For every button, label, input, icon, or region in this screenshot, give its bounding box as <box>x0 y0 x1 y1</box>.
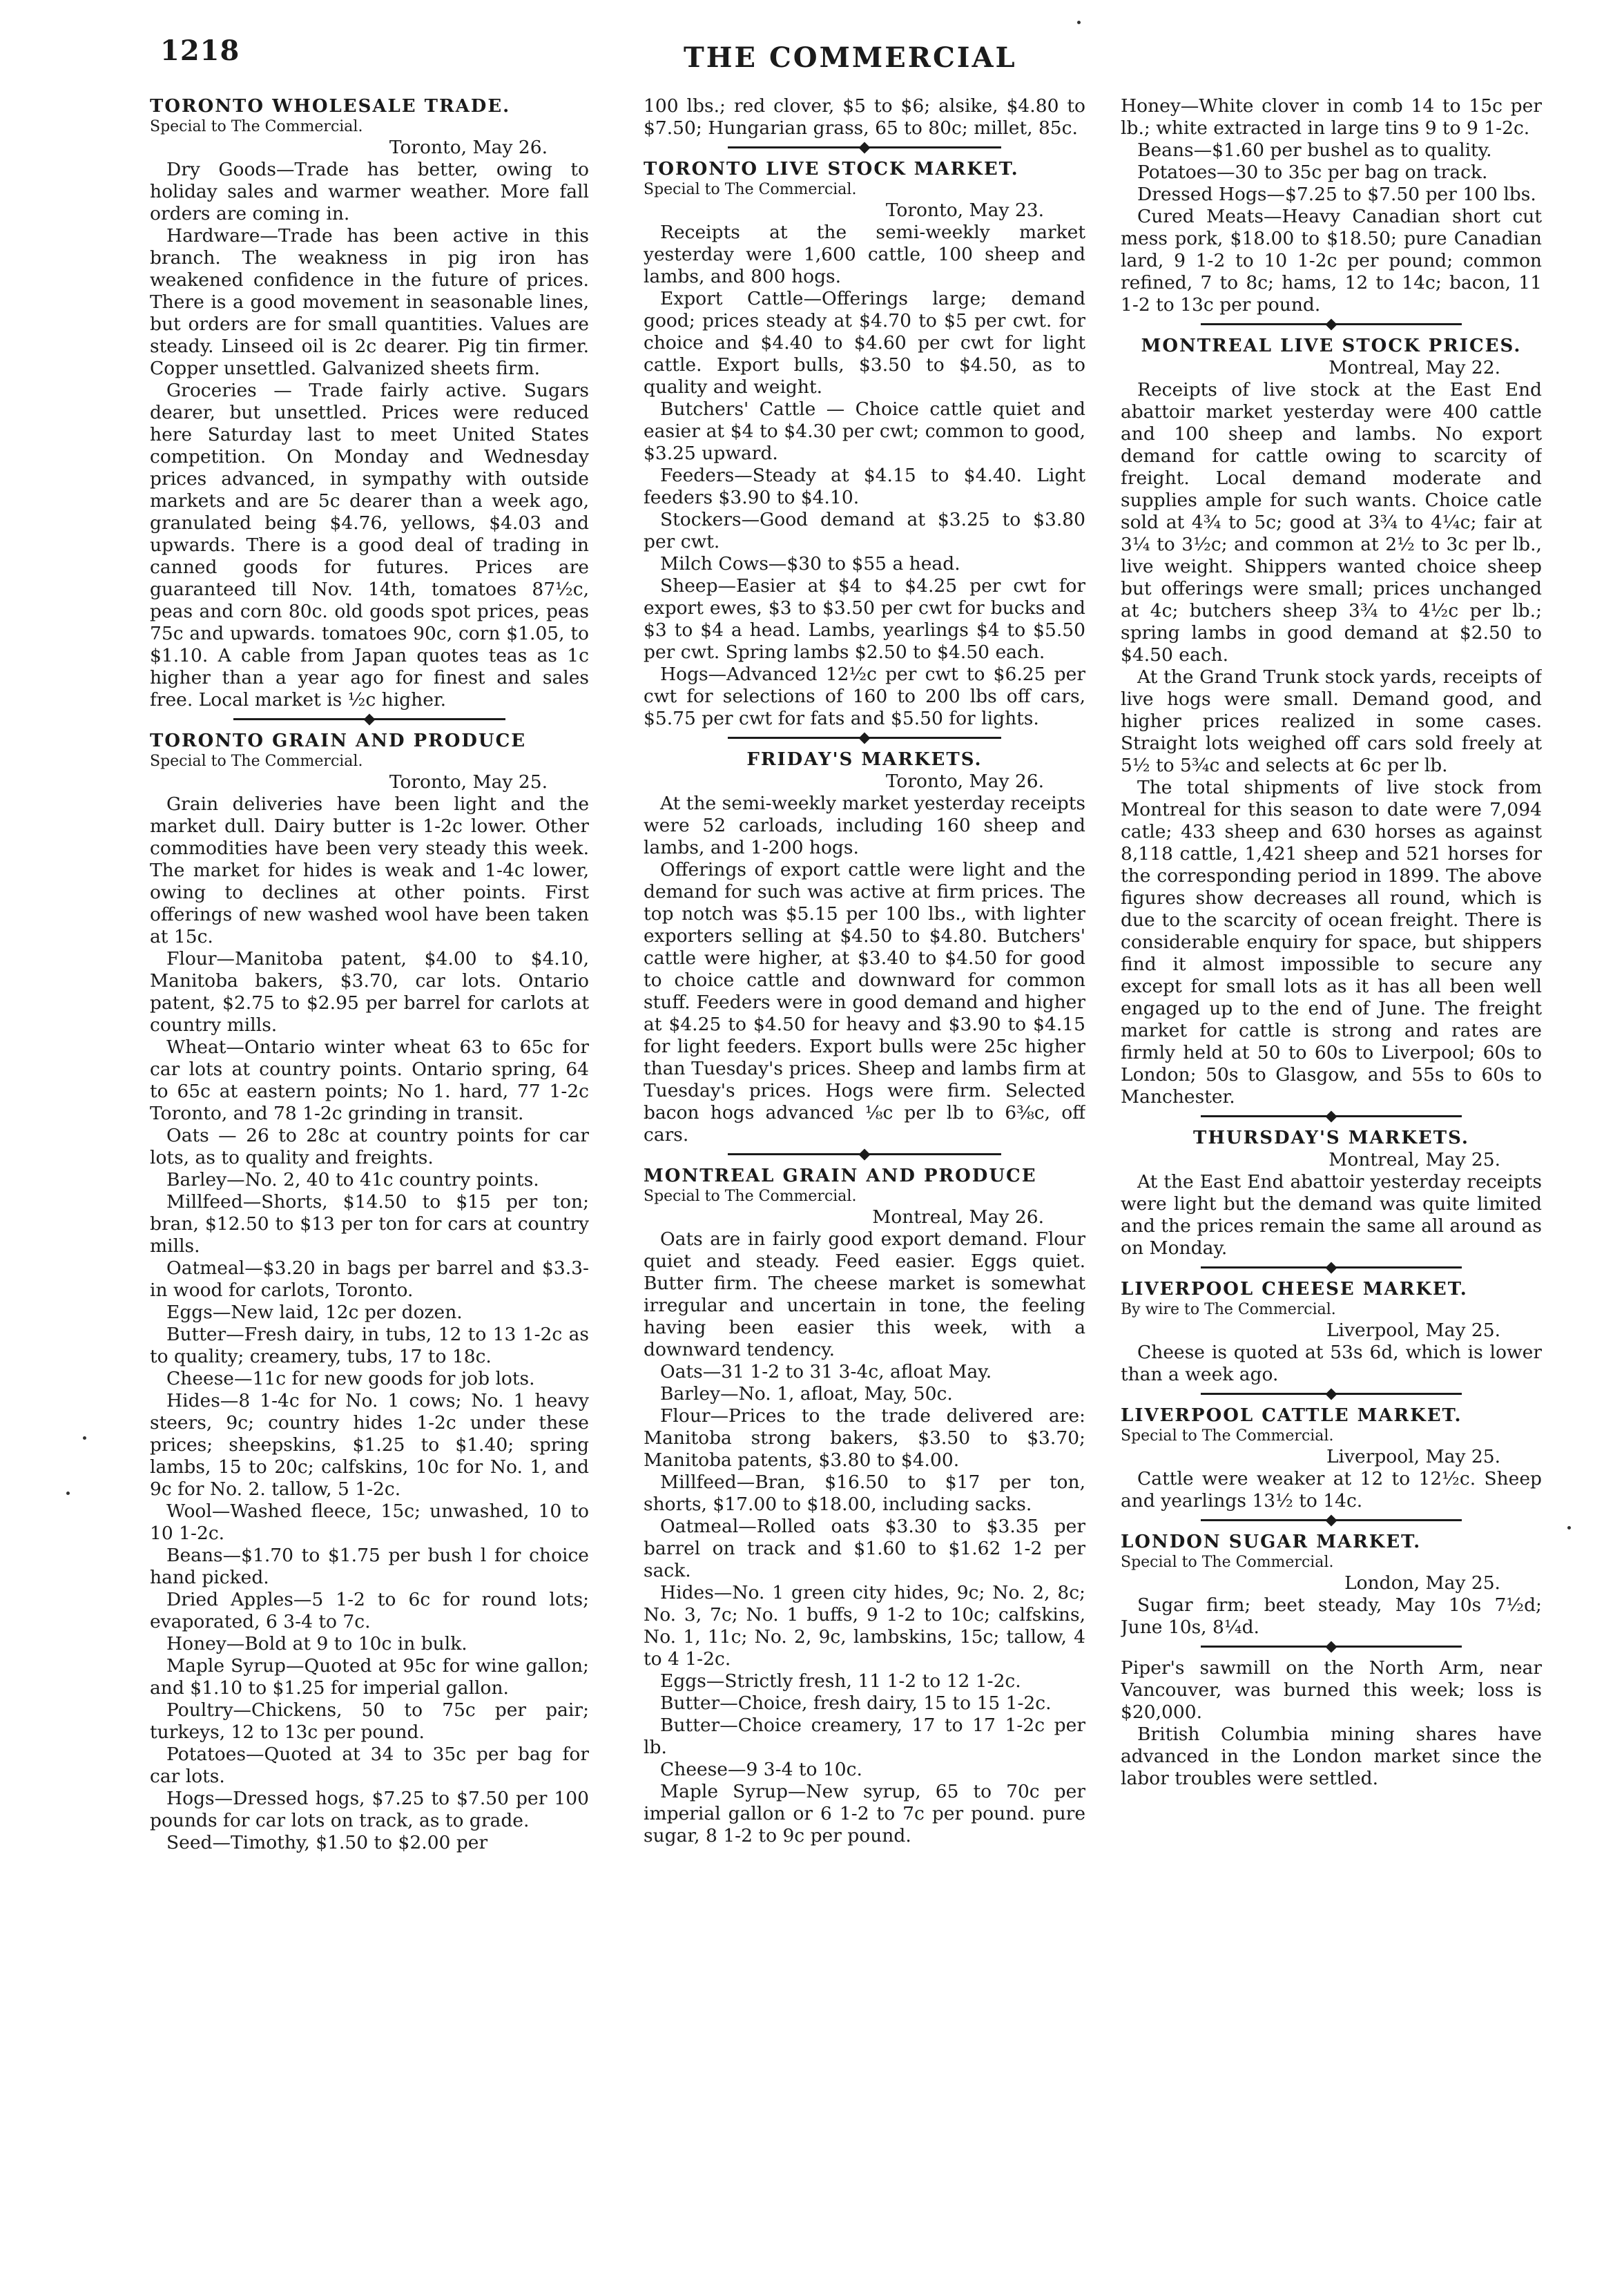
article-thursday-s-markets <box>1121 1127 1542 1260</box>
article-paragraph: Eggs—New laid, 12c per dozen. <box>166 1302 463 1323</box>
article-paragraph: Seed—Timothy, $1.50 to $2.00 per <box>166 1832 488 1853</box>
article-toronto-grain-and-produce <box>150 730 589 1854</box>
article-dateline: Toronto, May 26. <box>885 771 1044 792</box>
column-1 <box>150 95 589 2270</box>
article-paragraph: Maple Syrup—Quoted at 95c for wine gallon; and $1.10 to $1.25 for imperial gallon. <box>150 1655 589 1699</box>
article-headline: FRIDAY'S MARKETS. <box>746 749 983 770</box>
article-montreal-live-stock-prices <box>1121 335 1542 1108</box>
article-paragraph: Milch Cows—$30 to $55 a head. <box>660 553 960 575</box>
section-divider <box>1201 1115 1462 1117</box>
article-paragraph: Beans—$1.60 per bushel as to quality. <box>1137 139 1492 161</box>
article-paragraph: Cattle were weaker at 12 to 12½c. Sheep and yearlings 13½ to 14c. <box>1121 1468 1542 1512</box>
article-headline: LONDON SUGAR MARKET. <box>1121 1532 1422 1552</box>
article-paragraph: Oatmeal—$3.20 in bags per barrel and $3.3- in wood for carlots, Toronto. <box>150 1257 589 1301</box>
article-paragraph: Hides—8 1-4c for No. 1 cows; No. 1 heavy steers, 9c; country hides 1-2c under these prices; sheepskins, $1.25 to $1.40; spring lambs, 15 to 20c; calfskins, 10c for No. 1, and 9c for No. 2. tallow, 5 1-2c. <box>150 1390 589 1500</box>
article-dateline: London, May 25. <box>1344 1572 1500 1594</box>
article-paragraph: The total shipments of live stock from Montreal for this season to date were 7,094 catle; 433 sheep and 630 horses as against 8,118 cattle, 1,421 sheep and 521 horses for the corresponding period in 1899. The above figures show decreases all round, which is due to the scarcity of ocean freight. There is considerable enquiry for space, but shippers find it almost impossible to secure any except for small lots as it has all been well engaged up to the end of June. The freight market for cattle is strong and rates are firmly held at 50 to 60s to Liverpool; 60s to London; 50s to Glasgow, and 55s to 60s to Manchester. <box>1121 777 1542 1108</box>
section-divider <box>233 718 505 720</box>
article-paragraph: Wool—Washed fleece, 15c; unwashed, 10 to 10 1-2c. <box>150 1501 589 1544</box>
article-paragraph: Flour—Prices to the trade delivered are: Manitoba strong bakers, $3.50 to $3.70; Manitoba patents, $3.80 to $4.00. <box>644 1405 1085 1471</box>
article-dateline: Liverpool, May 25. <box>1326 1320 1500 1341</box>
article-friday-s-markets <box>644 749 1085 1146</box>
article-london-sugar-market <box>1121 1531 1542 1639</box>
article-paragraph: Oats are in fairly good export demand. Flour quiet and steady. Feed easier. Eggs quiet. Butter firm. The cheese market is somewhat irregular and uncertain in tone, the feeling having been easier this week, with a downward tendency. <box>644 1228 1085 1360</box>
article-paragraph: Cheese—9 3-4 to 10c. <box>660 1759 862 1780</box>
section-divider <box>1201 1646 1462 1648</box>
print-speck <box>66 1492 70 1495</box>
article-paragraph: Grain deliveries have been light and the market dull. Dairy butter is 1-2c lower. Other commodities have been very steady this week. The market for hides is weak and 1-4c lower, owing to declines at other points. First offerings of new washed wool have been taken at 15c. <box>150 793 589 947</box>
section-divider <box>1201 323 1462 325</box>
article-paragraph: Butchers' Cattle — Choice cattle quiet and easier at $4 to $4.30 per cwt; common to good, $3.25 upward. <box>644 398 1085 464</box>
article-continuation <box>1121 95 1542 316</box>
article-paragraph: Beans—$1.70 to $1.75 per bush l for choice hand picked. <box>150 1545 589 1588</box>
article-paragraph: Groceries — Trade fairly active. Sugars dearer, but unsettled. Prices were reduced here Saturday last to meet United States competition. On Monday and Wednesday prices advanced, in sympathy with outside markets and are 5c dearer than a week ago, granulated being $4.76, yellows, $4.03 and upwards. There is a good deal of trading in canned goods for futures. Prices are guaranteed till Nov. 14th, tomatoes 87½c, peas and corn 80c. old goods spot prices, peas 75c and upwards. tomatoes 90c, corn $1.05, to $1.10. A cable from Japan quotes teas as 1c higher than a year ago for finest and sales free. Local market is ½c higher. <box>150 380 589 711</box>
article-paragraph: Receipts of live stock at the East End abattoir market yesterday were 400 cattle and 100 sheep and lambs. No export demand for cattle owing to scarcity of freight. Local demand moderate and supplies ample for such wants. Choice catle sold at 4¾ to 5c; good at 3¾ to 4¼c; fair at 3¼ to 3½c; and common at 2½ to 3c per lb., live weight. Shippers wanted choice sheep but offerings were small; prices unchanged at 4c; butchers sheep 3¾ to 4½c per lb.; spring lambs in good demand at $2.50 to $4.50 each. <box>1121 379 1542 666</box>
article-continuation <box>644 95 1085 139</box>
section-divider <box>728 146 1002 148</box>
article-paragraph: Dressed Hogs—$7.25 to $7.50 per 100 lbs. <box>1137 184 1536 205</box>
article-dateline: Liverpool, May 25. <box>1326 1446 1500 1467</box>
article-paragraph: Oatmeal—Rolled oats $3.30 to $3.35 per barrel on track and $1.60 to $1.62 1-2 per sack. <box>644 1516 1085 1581</box>
section-divider <box>1201 1519 1462 1521</box>
article-paragraph: At the Grand Trunk stock yards, receipts of live hogs were small. Demand good, and higher prices realized in some cases. Straight lots weighed off cars sold freely at 5½ to 5¾c and selects at 6c per lb. <box>1121 666 1542 776</box>
article-dateline: Montreal, May 26. <box>872 1206 1044 1228</box>
article-paragraph: At the semi-weekly market yesterday receipts were 52 carloads, including 160 sheep and lambs, and 1-200 hogs. <box>644 793 1085 858</box>
article-dateline: Toronto, May 23. <box>885 200 1044 221</box>
article-paragraph: Hardware—Trade has been active in this branch. The weakness in pig iron has weakened confidence in the future of prices. There is a good movement in seasonable lines, but orders are for small quantities. Values are steady. Linseed oil is 2c dearer. Pig tin firmer. Copper unsettled. Galvanized sheets firm. <box>150 225 589 379</box>
article-dateline: Montreal, May 25. <box>1328 1149 1500 1170</box>
article-paragraph: Offerings of export cattle were light and the demand for such was active at firm prices. The top notch was $5.15 per 100 lbs., with lighter exporters selling at $4.50 to $4.80. Butchers' cattle were higher, at $3.40 to $4.50 for good to choice cattle and downward for common stuff. Feeders were in good demand and higher at $4.25 to $4.50 for heavy and $3.90 to $4.15 for light feeders. Export bulls were 25c higher than Tuesday's prices. Sheep and lambs firm at Tuesday's prices. Hogs were firm. Selected bacon hogs advanced ⅛c per lb to 6⅜c, off cars. <box>644 859 1085 1146</box>
article-paragraph: Flour—Manitoba patent, $4.00 to $4.10, Manitoba bakers, $3.70, car lots. Ontario patent, $2.75 to $2.95 per barrel for carlots at country mills. <box>150 948 589 1036</box>
masthead-title: THE COMMERCIAL <box>684 41 1017 74</box>
article-headline: MONTREAL LIVE STOCK PRICES. <box>1141 336 1522 356</box>
article-paragraph: Wheat—Ontario winter wheat 63 to 65c for car lots at country points. Ontario spring, 64 to 65c at eastern points; No 1. hard, 77 1-2c Toronto, and 78 1-2c grinding in transit. <box>150 1036 589 1124</box>
article-paragraph: Barley—No. 2, 40 to 41c country points. <box>166 1169 539 1190</box>
article-paragraph: Hides—No. 1 green city hides, 9c; No. 2, 8c; No. 3, 7c; No. 1 buffs, 9 1-2 to 10c; calfskins, No. 1, 11c; No. 2, 9c, lambskins, 15c; tallow, 4 to 4 1-2c. <box>644 1582 1085 1670</box>
article-paragraph: Millfeed—Shorts, $14.50 to $15 per ton; bran, $12.50 to $13 per ton for cars at country mills. <box>150 1191 589 1257</box>
article-paragraph: Receipts at the semi-weekly market yesterday were 1,600 cattle, 100 sheep and lambs, and 800 hogs. <box>644 222 1085 287</box>
article-paragraph: Poultry—Chickens, 50 to 75c per pair; turkeys, 12 to 13c per pound. <box>150 1699 589 1743</box>
article-paragraph: Sheep—Easier at $4 to $4.25 per cwt for export ewes, $3 to $3.50 per cwt for bucks and $3 to $4 a head. Lambs, yearlings $4 to $5.50 per cwt. Spring lambs $2.50 to $4.50 each. <box>644 575 1085 663</box>
article-byline: Special to The Commercial. <box>150 753 363 770</box>
article-paragraph: Cheese—11c for new goods for job lots. <box>166 1368 535 1389</box>
article-headline: MONTREAL GRAIN AND PRODUCE <box>644 1166 1037 1186</box>
print-speck <box>1077 21 1081 24</box>
article-paragraph: Hogs—Dressed hogs, $7.25 to $7.50 per 100 pounds for car lots on track, as to grade. <box>150 1788 589 1831</box>
article-headline: LIVERPOOL CHEESE MARKET. <box>1121 1279 1468 1300</box>
article-paragraph: Sugar firm; beet steady, May 10s 7½d; June 10s, 8¼d. <box>1121 1594 1542 1638</box>
article-paragraph: Butter—Choice creamery, 17 to 17 1-2c per lb. <box>644 1715 1085 1758</box>
article-byline: Special to The Commercial. <box>644 1188 857 1205</box>
article-byline: Special to The Commercial. <box>150 118 363 135</box>
article-dateline: Montreal, May 22. <box>1328 357 1500 378</box>
article-toronto-wholesale-trade <box>150 95 589 711</box>
article-paragraph: 100 lbs.; red clover, $5 to $6; alsike, $4.80 to $7.50; Hungarian grass, 65 to 80c; millet, 85c. <box>644 95 1085 139</box>
article-paragraph: Millfeed—Bran, $16.50 to $17 per ton, shorts, $17.00 to $18.00, including sacks. <box>644 1472 1085 1515</box>
article-headline: LIVERPOOL CATTLE MARKET. <box>1121 1405 1462 1426</box>
article-liverpool-cheese-market <box>1121 1278 1542 1386</box>
article-byline: Special to The Commercial. <box>644 181 857 198</box>
article-paragraph: Butter—Choice, fresh dairy, 15 to 15 1-2c. <box>660 1692 1052 1714</box>
article-byline: Special to The Commercial. <box>1121 1427 1334 1445</box>
article-paragraph: Export Cattle—Offerings large; demand good; prices steady at $4.70 to $5 per cwt. for choice and $4.40 to $4.60 per cwt for light cattle. Export bulls, $3.50 to $4.50, as to quality and weight. <box>644 288 1085 398</box>
article-paragraph: At the East End abattoir yesterday receipts were light but the demand was quite limited and the prices remain the same all around as on Monday. <box>1121 1171 1542 1259</box>
print-speck <box>83 1436 86 1440</box>
article-paragraph: Honey—Bold at 9 to 10c in bulk. <box>166 1633 467 1655</box>
article-paragraph: Hogs—Advanced 12½c per cwt to $6.25 per cwt for selections of 160 to 200 lbs off cars, $5.75 per cwt for fats and $5.50 for lights. <box>644 664 1085 729</box>
article-paragraph: Cheese is quoted at 53s 6d, which is lower than a week ago. <box>1121 1342 1542 1385</box>
article-headline: THURSDAY'S MARKETS. <box>1193 1128 1469 1148</box>
article-paragraph: Butter—Fresh dairy, in tubs, 12 to 13 1-2c as to quality; creamery, tubs, 17 to 18c. <box>150 1324 589 1367</box>
column-3 <box>1121 95 1542 2270</box>
article-paragraph: Stockers—Good demand at $3.25 to $3.80 per cwt. <box>644 509 1085 552</box>
article-headline: TORONTO GRAIN AND PRODUCE <box>150 731 527 751</box>
article-liverpool-cattle-market <box>1121 1405 1542 1512</box>
page-number: 1218 <box>160 35 240 67</box>
article-dateline: Toronto, May 26. <box>389 137 548 158</box>
article-byline: By wire to The Commercial. <box>1121 1301 1336 1318</box>
article-paragraph: Dry Goods—Trade has better, owing to holiday sales and warmer weather. More fall orders are coming in. <box>150 159 589 224</box>
article-montreal-grain-and-produce <box>644 1165 1085 1847</box>
article-toronto-live-stock-market <box>644 158 1085 730</box>
article-paragraph: Dried Apples—5 1-2 to 6c for round lots; evaporated, 6 3-4 to 7c. <box>150 1589 589 1632</box>
article-paragraph: British Columbia mining shares have advanced in the London market since the labor troubles were settled. <box>1121 1724 1542 1789</box>
section-divider <box>1201 1393 1462 1395</box>
article-continuation <box>1121 1657 1542 1790</box>
article-byline: Special to The Commercial. <box>1121 1554 1334 1571</box>
article-paragraph: Oats — 26 to 28c at country points for car lots, as to quality and freights. <box>150 1125 589 1168</box>
article-paragraph: Potatoes—Quoted at 34 to 35c per bag for car lots. <box>150 1744 589 1787</box>
section-divider <box>1201 1266 1462 1268</box>
section-divider <box>728 737 1002 739</box>
article-headline: TORONTO LIVE STOCK MARKET. <box>644 159 1019 180</box>
column-2 <box>644 95 1085 2270</box>
article-paragraph: Maple Syrup—New syrup, 65 to 70c per imperial gallon or 6 1-2 to 7c per pound. pure sugar, 8 1-2 to 9c per pound. <box>644 1781 1085 1846</box>
print-speck <box>1567 1526 1571 1530</box>
article-paragraph: Honey—White clover in comb 14 to 15c per lb.; white extracted in large tins 9 to 9 1-2c. <box>1121 95 1542 139</box>
article-paragraph: Piper's sawmill on the North Arm, near Vancouver, was burned this week; loss is $20,000. <box>1121 1657 1542 1723</box>
article-paragraph: Cured Meats—Heavy Canadian short cut mess pork, $18.00 to $18.50; pure Canadian lard, 9 1-2 to 10 1-2c per pound; common refined, 7 to 8c; hams, 12 to 14c; bacon, 11 1-2 to 13c per pound. <box>1121 206 1542 316</box>
article-headline: TORONTO WHOLESALE TRADE. <box>150 96 511 117</box>
article-paragraph: Eggs—Strictly fresh, 11 1-2 to 12 1-2c. <box>660 1670 1021 1692</box>
article-dateline: Toronto, May 25. <box>389 771 548 793</box>
section-divider <box>728 1153 1002 1155</box>
article-paragraph: Potatoes—30 to 35c per bag on track. <box>1137 162 1488 183</box>
article-paragraph: Feeders—Steady at $4.15 to $4.40. Light feeders $3.90 to $4.10. <box>644 465 1085 508</box>
article-paragraph: Oats—31 1-2 to 31 3-4c, afloat May. <box>660 1361 992 1382</box>
article-paragraph: Barley—No. 1, afloat, May, 50c. <box>660 1383 953 1405</box>
